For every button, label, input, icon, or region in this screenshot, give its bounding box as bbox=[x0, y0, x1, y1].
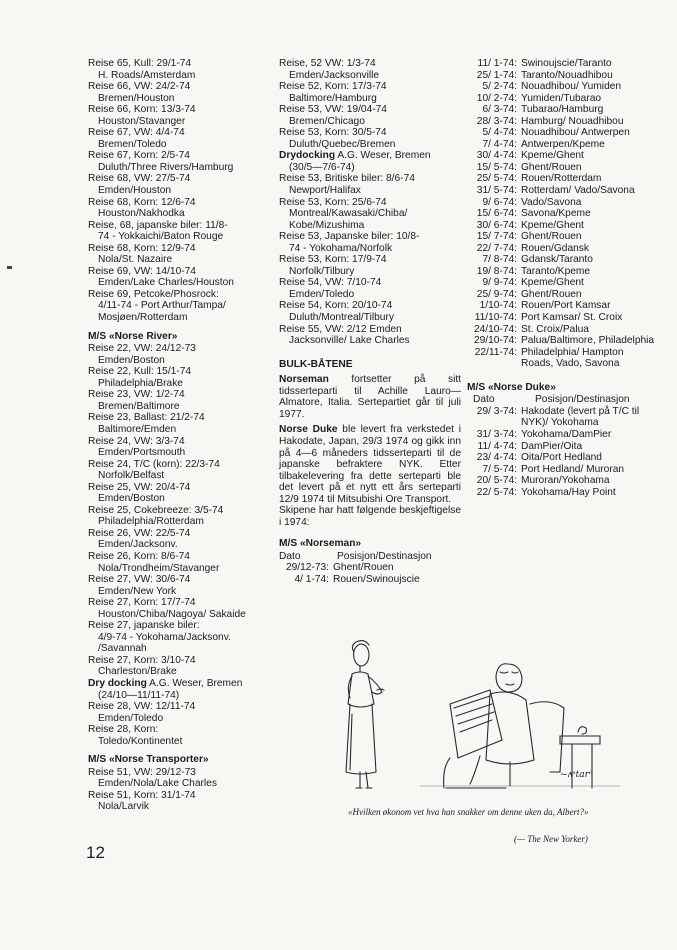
row-date: 25/ 1-74: bbox=[476, 69, 517, 81]
heading-bulk-boats: BULK-BÅTENE bbox=[279, 358, 353, 370]
row-position: Tubarao/Hamburg bbox=[521, 104, 604, 116]
voyage-entry bbox=[88, 459, 270, 482]
table-row bbox=[467, 93, 657, 105]
voyage-title: Reise, 52 VW: 1/3-74 bbox=[279, 58, 376, 69]
drydock-period: (30/5—7/6-74) bbox=[289, 161, 355, 173]
row-date: 30/ 6-74: bbox=[476, 219, 517, 231]
voyage-entry bbox=[279, 231, 461, 254]
row-position: Vado/Savona bbox=[521, 196, 582, 208]
row-position: Savona/Kpeme bbox=[521, 208, 591, 220]
voyage-entry bbox=[88, 289, 270, 324]
voyage-entry bbox=[88, 127, 270, 150]
heading-norse-transporter: M/S «Norse Transporter» bbox=[88, 754, 209, 766]
table-row bbox=[467, 487, 657, 499]
voyage-title: Reise 51, VW: 29/12-73 bbox=[88, 766, 196, 778]
voyage-route: Bremen/Baltimore bbox=[98, 400, 180, 412]
voyage-title: Reise 54, Korn: 20/10-74 bbox=[279, 300, 393, 312]
row-date: 9/ 6-74: bbox=[482, 196, 517, 208]
voyage-route: Duluth/Three Rivers/Hamburg bbox=[98, 161, 234, 173]
voyage-route: 74 - Yokkaichi/Baton Rouge bbox=[98, 231, 224, 243]
voyage-title: Reise 24, VW: 3/3-74 bbox=[88, 435, 185, 447]
header-position: Posisjon/Destinasjon bbox=[337, 550, 432, 562]
voyage-title: Reise 24, T/C (korn): 22/3-74 bbox=[88, 458, 220, 470]
row-position: Hakodate (levert på T/C til NYK)/ Yokohama bbox=[521, 405, 640, 429]
voyage-title: Reise 26, Korn: 8/6-74 bbox=[88, 550, 190, 562]
voyage-entry bbox=[88, 58, 270, 81]
table-row bbox=[467, 347, 657, 370]
voyage-title: Reise 22, Kull: 15/1-74 bbox=[88, 366, 192, 378]
row-date: 9/ 9-74: bbox=[482, 277, 517, 289]
norse-duke-table bbox=[467, 406, 657, 498]
voyage-route: Emden/Portsmouth bbox=[98, 447, 186, 459]
voyage-entry bbox=[88, 436, 270, 459]
drydock-entry: Drydocking A.G. Weser, Bremen bbox=[279, 150, 431, 162]
voyage-title: Reise 52, Korn: 17/3-74 bbox=[279, 81, 387, 93]
row-position: Ghent/Rouen bbox=[521, 161, 582, 173]
row-date: 19/ 8-74: bbox=[476, 265, 517, 277]
voyage-entry bbox=[88, 597, 270, 620]
table-row bbox=[467, 208, 657, 220]
row-position: Antwerpen/Kpeme bbox=[521, 138, 605, 150]
row-position: Gdansk/Taranto bbox=[521, 254, 593, 266]
row-date: 30/ 4-74: bbox=[476, 150, 517, 162]
voyage-title: Reise 53, VW: 19/04-74 bbox=[279, 104, 387, 116]
row-date: 31/ 3-74: bbox=[476, 428, 517, 440]
voyage-title: Reise 51, Korn: 31/1-74 bbox=[88, 789, 196, 801]
voyage-title: Reise 68, Korn: 12/9-74 bbox=[88, 242, 196, 254]
paragraph-norse-duke: Norse Duke ble levert fra verkstedet i Hakodate, Japan, 29/3 1974 og gikk inn på 4—6 måneders tidsserteparti til de japanske befraktere NYK. Etter tilbakelevering fra dette serteparti ble det levert på et nytt ett års serteparti 12/9 1974 til Mitsubishi Ore Transport. bbox=[279, 424, 461, 505]
drydock-period: (24/10—11/11-74) bbox=[98, 689, 180, 701]
table-header bbox=[279, 551, 461, 563]
row-date: 5/ 4-74: bbox=[482, 127, 517, 139]
voyage-route: Newport/Halifax bbox=[289, 185, 361, 197]
paragraph-employment: Skipene har hatt følgende beskjeftigelse i 1974: bbox=[279, 505, 461, 528]
voyage-title: Reise 53, Korn: 25/6-74 bbox=[279, 196, 387, 208]
table-row bbox=[467, 81, 657, 93]
heading-norseman: M/S «Norseman» bbox=[279, 538, 362, 550]
voyage-title: Reise 55, VW: 2/12 Emden bbox=[279, 323, 402, 335]
table-row bbox=[467, 441, 657, 453]
row-date: 7/ 4-74: bbox=[482, 138, 517, 150]
norseman-table bbox=[279, 562, 461, 585]
voyage-route: Houston/Nakhodka bbox=[98, 208, 185, 220]
table-row bbox=[467, 139, 657, 151]
voyage-title: Reise 23, Ballast: 21/2-74 bbox=[88, 412, 205, 424]
table-row bbox=[467, 162, 657, 174]
row-position: Yokohama/DamPier bbox=[521, 428, 612, 440]
heading-norse-river: M/S «Norse River» bbox=[88, 330, 178, 342]
voyage-route: Emden/Jacksonville bbox=[289, 69, 380, 81]
voyage-title: Reise 23, VW: 1/2-74 bbox=[88, 389, 185, 401]
header-date: Dato bbox=[473, 394, 495, 406]
table-row bbox=[467, 116, 657, 128]
column-2 bbox=[279, 58, 461, 586]
voyage-route: Charleston/Brake bbox=[98, 666, 177, 678]
voyage-entry bbox=[279, 300, 461, 323]
voyage-title: Reise 66, VW: 24/2-74 bbox=[88, 81, 191, 93]
voyage-route: Emden/Houston bbox=[98, 185, 172, 197]
row-position: Port Kamsar/ St. Croix bbox=[521, 312, 623, 324]
row-position: Philadelphia/ Hampton Roads, Vado, Savona bbox=[521, 346, 624, 370]
voyage-entry bbox=[88, 724, 270, 747]
table-row bbox=[467, 173, 657, 185]
table-row bbox=[467, 289, 657, 301]
table-row bbox=[467, 335, 657, 347]
voyage-route: Bremen/Houston bbox=[98, 92, 175, 104]
row-date: 15/ 7-74: bbox=[476, 231, 517, 243]
row-date: 7/ 5-74: bbox=[482, 463, 517, 475]
voyage-title: Reise 26, VW: 22/5-74 bbox=[88, 527, 191, 539]
row-date: 15/ 6-74: bbox=[476, 208, 517, 220]
voyage-route: Houston/Chiba/Nagoya/ Sakaide bbox=[98, 608, 246, 620]
row-position: Kpeme/Ghent bbox=[521, 277, 584, 289]
voyage-entry bbox=[279, 254, 461, 277]
norseman-table-cont bbox=[467, 58, 657, 370]
voyage-route: Houston/Stavanger bbox=[98, 115, 186, 127]
row-position: Rouen/Rotterdam bbox=[521, 173, 602, 185]
voyage-route: Emden/Boston bbox=[98, 493, 165, 505]
table-row bbox=[467, 220, 657, 232]
voyage-title: Reise, 68, japanske biler: 11/8- bbox=[88, 219, 228, 231]
voyage-title: Reise 66, Korn: 13/3-74 bbox=[88, 104, 196, 116]
voyage-route: Nola/Larvik bbox=[98, 801, 149, 813]
row-position: Rouen/Swinoujscie bbox=[333, 573, 420, 585]
voyage-route: Baltimore/Emden bbox=[98, 423, 177, 435]
table-row bbox=[467, 104, 657, 116]
voyage-route: Nola/Trondheim/Stavanger bbox=[98, 562, 220, 574]
voyage-route: Philadelphia/Brake bbox=[98, 377, 183, 389]
voyage-route: Emden/Jacksonv. bbox=[98, 539, 178, 551]
row-date: 11/10-74: bbox=[474, 312, 517, 324]
voyage-route: Emden/Boston bbox=[98, 354, 165, 366]
row-date: 22/ 7-74: bbox=[476, 242, 517, 254]
table-row bbox=[467, 464, 657, 476]
row-position: Yumiden/Tubarao bbox=[521, 92, 602, 104]
voyage-entry bbox=[88, 343, 270, 366]
table-row bbox=[467, 231, 657, 243]
row-position: Ghent/Rouen bbox=[333, 562, 394, 574]
cartoon-credit: (— The New Yorker) bbox=[514, 834, 588, 844]
voyage-entry bbox=[88, 412, 270, 435]
voyage-entry bbox=[88, 173, 270, 196]
voyage-entry bbox=[88, 655, 270, 678]
row-position: Kpeme/Ghent bbox=[521, 219, 584, 231]
table-row bbox=[467, 243, 657, 255]
table-row bbox=[467, 197, 657, 209]
voyage-route: Bremen/Chicago bbox=[289, 115, 365, 127]
voyage-route: Bremen/Toledo bbox=[98, 138, 167, 150]
table-row bbox=[467, 70, 657, 82]
table-header bbox=[467, 394, 657, 406]
voyage-route: Duluth/Montreal/Tilbury bbox=[289, 312, 394, 324]
voyage-route: Toledo/Kontinentet bbox=[98, 735, 183, 747]
voyage-title: Reise 53, Korn: 30/5-74 bbox=[279, 127, 387, 139]
voyage-route: Montreal/Kawasaki/Chiba/ Kobe/Mizushima bbox=[289, 208, 408, 231]
row-date: 23/ 4-74: bbox=[476, 452, 517, 464]
voyage-entry bbox=[279, 127, 461, 150]
voyage-title: Reise 65, Kull: 29/1-74 bbox=[88, 58, 192, 69]
voyage-list-transporter-cont bbox=[279, 58, 461, 150]
table-row bbox=[467, 452, 657, 464]
table-row bbox=[279, 574, 461, 586]
row-position: Palua/Baltimore, Philadelphia bbox=[521, 335, 655, 347]
table-row bbox=[467, 58, 657, 70]
voyage-route: Emden/Toledo bbox=[98, 712, 164, 724]
header-position: Posisjon/Destinasjon bbox=[535, 394, 630, 406]
row-date: 29/ 3-74: bbox=[476, 405, 517, 417]
voyage-route: 4/11-74 - Port Arthur/Tampa/ Mosjøen/Rotterdam bbox=[98, 300, 226, 324]
row-date: 31/ 5-74: bbox=[476, 185, 517, 197]
voyage-entry bbox=[88, 574, 270, 597]
row-date: 1/10-74: bbox=[479, 300, 517, 312]
voyage-list-norse-river-2 bbox=[88, 701, 270, 747]
table-row bbox=[467, 185, 657, 197]
voyage-route: Duluth/Quebec/Bremen bbox=[289, 138, 396, 150]
voyage-entry bbox=[279, 173, 461, 196]
voyage-entry bbox=[88, 104, 270, 127]
row-date: 7/ 8-74: bbox=[482, 254, 517, 266]
voyage-entry bbox=[279, 197, 461, 232]
voyage-route: Emden/Toledo bbox=[289, 288, 355, 300]
page-number: 12 bbox=[86, 843, 105, 862]
voyage-entry bbox=[88, 620, 270, 655]
row-position: Taranto/Nouadhibou bbox=[521, 69, 613, 81]
voyage-entry bbox=[88, 551, 270, 574]
table-row bbox=[467, 475, 657, 487]
voyage-route: Norfolk/Tilbury bbox=[289, 265, 355, 277]
voyage-route: Emden/Lake Charles/Houston bbox=[98, 277, 234, 289]
row-date: 4/ 1-74: bbox=[294, 573, 329, 585]
header-date: Dato bbox=[279, 550, 301, 562]
row-position: St. Croix/Palua bbox=[521, 323, 589, 335]
row-date: 6/ 3-74: bbox=[482, 104, 517, 116]
row-position: Nouadhibou/ Antwerpen bbox=[521, 127, 630, 139]
voyage-title: Reise 69, VW: 14/10-74 bbox=[88, 265, 196, 277]
table-row bbox=[467, 324, 657, 336]
row-date: 29/12-73: bbox=[285, 562, 329, 574]
voyage-entry bbox=[88, 505, 270, 528]
row-position: Swinoujscie/Taranto bbox=[521, 58, 612, 69]
voyage-title: Reise 27, VW: 30/6-74 bbox=[88, 574, 191, 586]
voyage-entry bbox=[88, 701, 270, 724]
voyage-title: Reise 69, Petcoke/Phosrock: bbox=[88, 288, 219, 300]
paragraph-norseman: Norseman fortsetter på sitt tidsserteparti til Achille Lauro—Almatore, Italia. Sertepartiet går til juli 1977. bbox=[279, 374, 461, 420]
voyage-entry bbox=[88, 482, 270, 505]
table-row bbox=[467, 429, 657, 441]
voyage-entry bbox=[88, 197, 270, 220]
row-date: 10/ 2-74: bbox=[476, 92, 517, 104]
row-position: Hamburg/ Nouadhibou bbox=[521, 115, 624, 127]
voyage-entry bbox=[88, 81, 270, 104]
row-position: Rotterdam/ Vado/Savona bbox=[521, 185, 635, 197]
voyage-title: Reise 22, VW: 24/12-73 bbox=[88, 343, 196, 355]
row-position: Rouen/Port Kamsar bbox=[521, 300, 611, 312]
voyage-entry bbox=[88, 220, 270, 243]
row-date: 28/ 3-74: bbox=[476, 115, 517, 127]
heading-norse-duke: M/S «Norse Duke» bbox=[467, 381, 556, 393]
voyage-route: 74 - Yokohama/Norfolk bbox=[289, 242, 393, 254]
table-row bbox=[467, 266, 657, 278]
voyage-title: Reise 27, Korn: 17/7-74 bbox=[88, 597, 196, 609]
row-position: Rouen/Gdansk bbox=[521, 242, 589, 254]
voyage-route: Baltimore/Hamburg bbox=[289, 92, 377, 104]
table-row bbox=[467, 127, 657, 139]
column-1 bbox=[88, 58, 270, 813]
row-date: 20/ 5-74: bbox=[476, 475, 517, 487]
voyage-route: Emden/Nola/Lake Charles bbox=[98, 778, 217, 790]
table-row bbox=[467, 312, 657, 324]
row-position: Port Hedland/ Muroran bbox=[521, 463, 625, 475]
voyage-entry bbox=[88, 389, 270, 412]
voyage-route: Emden/New York bbox=[98, 585, 177, 597]
table-row bbox=[467, 406, 657, 429]
row-position: Ghent/Rouen bbox=[521, 288, 582, 300]
voyage-route: Nola/St. Nazaire bbox=[98, 254, 173, 266]
row-position: Nouadhibou/ Yumiden bbox=[521, 81, 622, 93]
row-position: Kpeme/Ghent bbox=[521, 150, 584, 162]
row-date: 25/ 5-74: bbox=[476, 173, 517, 185]
voyage-entry bbox=[88, 243, 270, 266]
row-date: 22/11-74: bbox=[474, 346, 517, 358]
voyage-title: Reise 25, Cokebreeze: 3/5-74 bbox=[88, 504, 224, 516]
voyage-entry bbox=[88, 790, 270, 813]
row-position: Muroran/Yokohama bbox=[521, 475, 610, 487]
table-row bbox=[279, 562, 461, 574]
row-date: 22/ 5-74: bbox=[476, 486, 517, 498]
margin-mark bbox=[7, 266, 12, 269]
voyage-title: Reise 27, Korn: 3/10-74 bbox=[88, 654, 196, 666]
column-3 bbox=[467, 58, 657, 498]
voyage-title: Reise 67, VW: 4/4-74 bbox=[88, 127, 185, 139]
voyage-route: 4/9-74 - Yokohama/Jacksonv. /Savannah bbox=[98, 631, 231, 655]
row-date: 5/ 2-74: bbox=[482, 81, 517, 93]
row-date: 24/10-74: bbox=[473, 323, 517, 335]
voyage-route: H. Roads/Amsterdam bbox=[98, 69, 196, 81]
voyage-title: Reise 54, VW: 7/10-74 bbox=[279, 277, 382, 289]
row-position: Taranto/Kpeme bbox=[521, 265, 591, 277]
voyage-entry bbox=[279, 58, 461, 81]
row-date: 11/ 1-74: bbox=[477, 58, 517, 69]
voyage-title: Reise 27, japanske biler: bbox=[88, 620, 200, 632]
voyage-title: Reise 53, Korn: 17/9-74 bbox=[279, 254, 387, 266]
voyage-entry bbox=[88, 266, 270, 289]
voyage-entry bbox=[88, 150, 270, 173]
voyage-title: Reise 28, Korn: bbox=[88, 724, 159, 736]
row-position: Ghent/Rouen bbox=[521, 231, 582, 243]
row-date: 11/ 4-74: bbox=[477, 440, 517, 452]
table-row bbox=[467, 277, 657, 289]
voyage-route: Philadelphia/Rotterdam bbox=[98, 516, 204, 528]
voyage-list-norse-river bbox=[88, 343, 270, 678]
voyage-title: Reise 25, VW: 20/4-74 bbox=[88, 481, 191, 493]
row-position: DamPier/Oita bbox=[521, 440, 583, 452]
voyage-title: Reise 68, Korn: 12/6-74 bbox=[88, 196, 196, 208]
voyage-entry bbox=[88, 767, 270, 790]
row-position: Oita/Port Hedland bbox=[521, 452, 602, 464]
voyage-entry bbox=[279, 81, 461, 104]
row-date: 25/ 9-74: bbox=[476, 288, 517, 300]
voyage-title: Reise 67, Korn: 2/5-74 bbox=[88, 150, 190, 162]
voyage-entry bbox=[279, 324, 461, 347]
voyage-entry bbox=[88, 366, 270, 389]
voyage-entry bbox=[279, 104, 461, 127]
drydock-entry: Dry docking A.G. Weser, Bremen bbox=[88, 677, 243, 689]
table-row bbox=[467, 254, 657, 266]
voyage-list-1 bbox=[88, 58, 270, 324]
voyage-entry bbox=[279, 277, 461, 300]
voyage-title: Reise 53, Japanske biler: 10/8- bbox=[279, 231, 420, 243]
table-row bbox=[467, 300, 657, 312]
voyage-title: Reise 28, VW: 12/11-74 bbox=[88, 701, 196, 713]
voyage-entry bbox=[88, 528, 270, 551]
row-position: Yokohama/Hay Point bbox=[521, 486, 616, 498]
voyage-title: Reise 53, Britiske biler: 8/6-74 bbox=[279, 173, 415, 185]
voyage-title: Reise 68, VW: 27/5-74 bbox=[88, 173, 191, 185]
table-row bbox=[467, 150, 657, 162]
voyage-list-norse-transporter bbox=[88, 767, 270, 813]
row-date: 15/ 5-74: bbox=[476, 161, 517, 173]
voyage-list-transporter-2 bbox=[279, 173, 461, 346]
voyage-route: Jacksonville/ Lake Charles bbox=[289, 335, 410, 347]
voyage-route: Norfolk/Belfast bbox=[98, 470, 165, 482]
row-date: 29/10-74: bbox=[473, 335, 517, 347]
cartoonist-signature-icon: ~ʌˢtarᵒ bbox=[560, 770, 593, 780]
cartoon-caption: «Hvilken økonom vet hva han snakker om denne uken da, Albert?» bbox=[348, 807, 589, 817]
